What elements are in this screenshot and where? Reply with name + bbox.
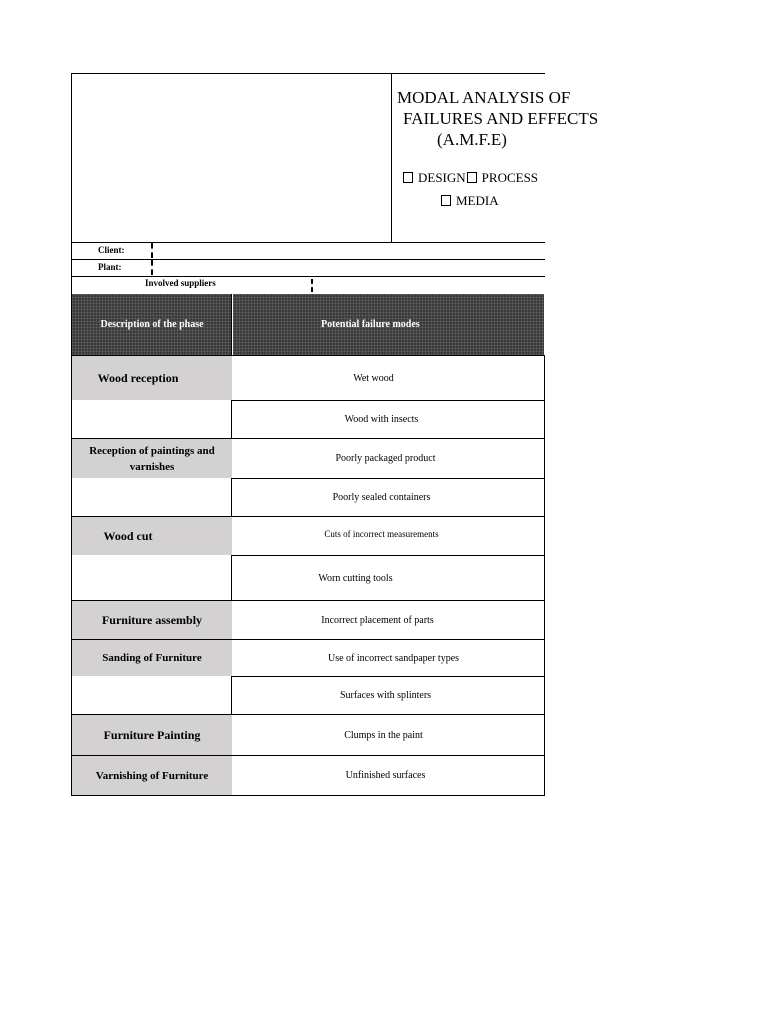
- option-design-label: DESIGN: [418, 170, 466, 185]
- client-label: Client:: [98, 245, 125, 255]
- failure-mode-label: Poorly packaged product: [335, 453, 436, 464]
- row-line: [232, 555, 545, 556]
- phase-cell: [72, 439, 232, 478]
- row-line: [232, 755, 545, 756]
- failure-mode-label: Surfaces with splinters: [339, 690, 432, 701]
- row-line: [232, 438, 545, 439]
- suppliers-label: Involved suppliers: [145, 278, 216, 288]
- failure-mode-cell: [233, 556, 544, 600]
- option-process[interactable]: [466, 170, 538, 185]
- failure-mode-label: Wood with insects: [344, 414, 419, 425]
- row-line: [232, 639, 545, 640]
- bottom-border: [71, 795, 545, 796]
- phase-label: Sanding of Furniture: [102, 652, 202, 664]
- client-field[interactable]: [154, 243, 544, 258]
- failure-mode-label: Worn cutting tools: [318, 572, 393, 584]
- failure-mode-label: Clumps in the paint: [344, 729, 423, 741]
- row-line: [232, 355, 545, 356]
- failure-mode-label: Wet wood: [353, 372, 394, 384]
- phase-cell: [72, 601, 232, 639]
- phase-line: [71, 516, 232, 517]
- media-checkbox[interactable]: [441, 195, 451, 206]
- option-media-label: MEDIA: [456, 193, 499, 208]
- option-media[interactable]: [403, 189, 538, 212]
- phase-cell: [72, 479, 232, 516]
- phase-cell: [72, 556, 232, 600]
- option-process-label: PROCESS: [481, 170, 539, 185]
- row-line: [232, 516, 545, 517]
- plant-label: Plant:: [98, 262, 122, 272]
- form-title: [397, 87, 597, 150]
- phase-cell: [72, 356, 232, 400]
- phase-line: [71, 755, 232, 756]
- phase-label: Wood reception: [97, 371, 179, 385]
- phase-label: Wood cut: [103, 529, 153, 543]
- type-options: [403, 166, 538, 212]
- failure-mode-cell: [233, 640, 544, 676]
- failure-mode-cell: [233, 677, 544, 714]
- client-separator: [151, 243, 153, 258]
- phase-line: [71, 355, 232, 356]
- row-line: [232, 478, 545, 479]
- failure-mode-label: Poorly sealed containers: [332, 492, 431, 503]
- amfe-form: [71, 73, 599, 796]
- phase-line: [71, 438, 232, 439]
- failure-mode-cell: [233, 601, 544, 639]
- phase-label: Varnishing of Furniture: [95, 769, 209, 782]
- row-line: [232, 676, 545, 677]
- phase-line: [71, 639, 232, 640]
- failure-mode-label: Cuts of incorrect measurements: [324, 528, 439, 539]
- logo-area: [72, 74, 391, 241]
- row-line: [232, 400, 545, 401]
- phase-cell: [72, 640, 232, 676]
- phase-cell: [72, 756, 232, 795]
- phase-cell: [72, 401, 232, 438]
- plant-separator: [151, 260, 153, 275]
- failure-mode-label: Use of incorrect sandpaper types: [327, 652, 460, 664]
- failure-mode-cell: [233, 517, 544, 555]
- column-header-phase: [72, 294, 232, 355]
- failure-mode-cell: [233, 356, 544, 400]
- header-divider: [391, 73, 392, 242]
- right-border: [544, 355, 545, 796]
- plant-field[interactable]: [154, 260, 544, 275]
- phase-line: [71, 714, 232, 715]
- failure-mode-cell: [233, 756, 544, 795]
- column-header-failure-label: Potential failure modes: [321, 319, 420, 330]
- failure-mode-label: Unfinished surfaces: [345, 770, 426, 781]
- column-header-failure: [233, 294, 544, 355]
- design-checkbox[interactable]: [403, 172, 413, 183]
- title-line-1: MODAL ANALYSIS OF: [397, 88, 571, 107]
- failure-mode-cell: [233, 439, 544, 478]
- phase-label: Reception of paintings and varnishes: [89, 444, 215, 473]
- failure-mode-cell: [233, 479, 544, 516]
- phase-cell: [72, 677, 232, 714]
- phase-label: Furniture Painting: [103, 728, 201, 742]
- row-line: [232, 600, 545, 601]
- failure-mode-cell: [233, 715, 544, 755]
- failure-mode-label: Incorrect placement of parts: [321, 614, 434, 626]
- phase-line: [71, 600, 232, 601]
- title-line-3: (A.M.F.E): [437, 130, 507, 149]
- suppliers-field[interactable]: [314, 277, 544, 293]
- phase-cell: [72, 517, 232, 555]
- phase-cell: [72, 715, 232, 755]
- suppliers-separator: [311, 279, 313, 292]
- column-header-phase-label: Description of the phase: [100, 319, 204, 330]
- failure-mode-cell: [233, 401, 544, 438]
- option-design[interactable]: [403, 170, 466, 185]
- row-line: [232, 714, 545, 715]
- process-checkbox[interactable]: [467, 172, 477, 183]
- title-line-2: FAILURES AND EFFECTS: [403, 109, 599, 128]
- phase-label: Furniture assembly: [101, 613, 203, 627]
